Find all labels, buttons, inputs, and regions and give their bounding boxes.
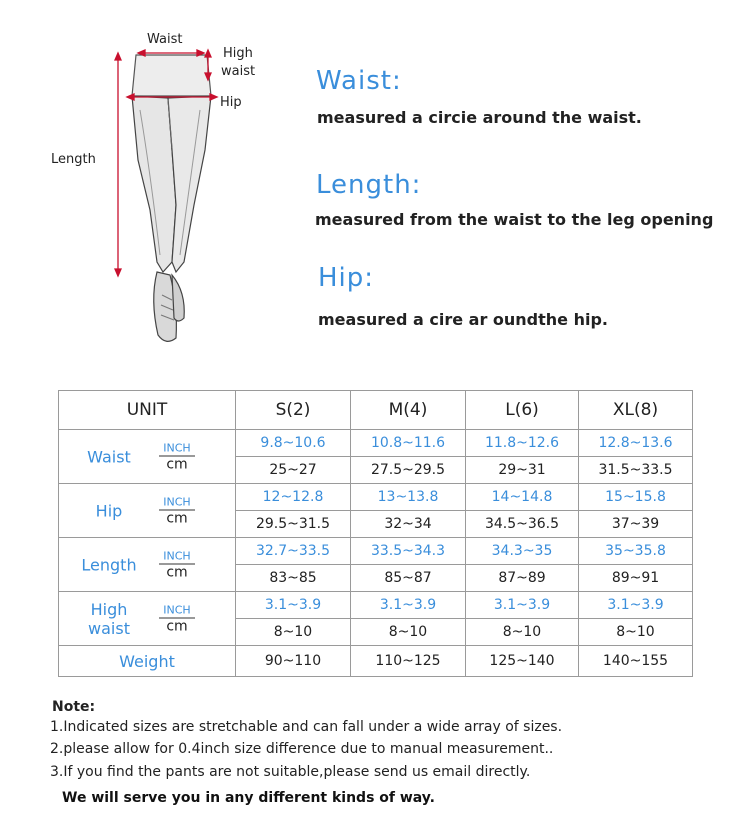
leggings-illustration — [0, 0, 300, 370]
table-cell: 12~12.8 — [236, 484, 351, 511]
waist-definition: measured a circie around the waist. — [317, 108, 642, 127]
table-cell: 27.5~29.5 — [351, 457, 466, 484]
hip-title: Hip: — [318, 263, 375, 293]
table-row — [59, 430, 693, 457]
table-cell: 87~89 — [466, 565, 579, 592]
header-unit: UNIT — [59, 391, 236, 430]
unit-inch: INCH — [159, 549, 195, 564]
length-label: Length — [51, 152, 96, 167]
row-name-2: waist — [88, 618, 130, 638]
waist-title: Waist: — [316, 66, 402, 96]
table-row-weight — [59, 646, 693, 677]
header-s: S(2) — [236, 391, 351, 430]
table-cell: 29.5~31.5 — [236, 511, 351, 538]
row-name: High — [90, 599, 128, 619]
table-cell: 25~27 — [236, 457, 351, 484]
table-cell: 33.5~34.3 — [351, 538, 466, 565]
header-xl: XL(8) — [579, 391, 693, 430]
row-name: Hip — [95, 501, 123, 520]
unit-fraction — [159, 603, 195, 634]
table-cell: 15~15.8 — [579, 484, 693, 511]
note-item-2: 2.please allow for 0.4inch size difference due to manual measurement.. — [50, 741, 554, 757]
table-cell: 3.1~3.9 — [351, 592, 466, 619]
header-l: L(6) — [466, 391, 579, 430]
table-cell: 3.1~3.9 — [579, 592, 693, 619]
table-cell: 29~31 — [466, 457, 579, 484]
table-cell: 10.8~11.6 — [351, 430, 466, 457]
table-cell: 8~10 — [236, 619, 351, 646]
size-chart-table — [58, 390, 693, 677]
hip-definition: measured a cire ar oundthe hip. — [318, 310, 608, 329]
unit-inch: INCH — [159, 441, 195, 456]
waist-label: Waist — [147, 32, 183, 47]
note-item-1: 1.Indicated sizes are stretchable and can fall under a wide array of sizes. — [50, 719, 563, 735]
unit-cm: cm — [166, 456, 188, 472]
unit-fraction — [159, 495, 195, 526]
table-row — [59, 484, 693, 511]
table-cell: 14~14.8 — [466, 484, 579, 511]
leggings-figure — [0, 0, 300, 370]
unit-cm: cm — [166, 564, 188, 580]
table-row — [59, 592, 693, 619]
table-cell: 90~110 — [236, 646, 351, 677]
table-cell: 8~10 — [351, 619, 466, 646]
table-cell: 140~155 — [579, 646, 693, 677]
table-cell: 3.1~3.9 — [466, 592, 579, 619]
note-item-3: 3.If you find the pants are not suitable,please send us email directly. — [50, 764, 531, 780]
note-title: Note: — [52, 699, 96, 715]
row-label-high-waist — [59, 592, 236, 646]
table-cell: 34.3~35 — [466, 538, 579, 565]
table-cell: 37~39 — [579, 511, 693, 538]
table-cell: 9.8~10.6 — [236, 430, 351, 457]
closing-statement: We will serve you in any different kinds of way. — [62, 790, 435, 806]
table-cell: 8~10 — [579, 619, 693, 646]
high-waist-label-1: High — [223, 46, 253, 61]
length-definition: measured from the waist to the leg opening — [315, 210, 714, 229]
unit-fraction — [159, 441, 195, 472]
table-cell: 83~85 — [236, 565, 351, 592]
unit-inch: INCH — [159, 603, 195, 618]
row-name: Waist — [87, 447, 131, 466]
length-title: Length: — [316, 170, 422, 200]
row-label-length — [59, 538, 236, 592]
high-waist-label-2: waist — [221, 64, 256, 79]
table-cell: 85~87 — [351, 565, 466, 592]
unit-cm: cm — [166, 510, 188, 526]
table-cell: 110~125 — [351, 646, 466, 677]
table-cell: 125~140 — [466, 646, 579, 677]
table-cell: 11.8~12.6 — [466, 430, 579, 457]
header-m: M(4) — [351, 391, 466, 430]
table-cell: 31.5~33.5 — [579, 457, 693, 484]
table-cell: 32~34 — [351, 511, 466, 538]
unit-cm: cm — [166, 618, 188, 634]
table-cell: 8~10 — [466, 619, 579, 646]
table-cell: 12.8~13.6 — [579, 430, 693, 457]
table-cell: 13~13.8 — [351, 484, 466, 511]
row-name: Length — [81, 555, 137, 574]
unit-fraction — [159, 549, 195, 580]
table-header-row — [59, 391, 693, 430]
row-label-waist — [59, 430, 236, 484]
row-label-hip — [59, 484, 236, 538]
table-cell: 35~35.8 — [579, 538, 693, 565]
table-cell: 3.1~3.9 — [236, 592, 351, 619]
table-row — [59, 538, 693, 565]
table-cell: 89~91 — [579, 565, 693, 592]
hip-label: Hip — [220, 95, 242, 110]
table-cell: 32.7~33.5 — [236, 538, 351, 565]
unit-inch: INCH — [159, 495, 195, 510]
table-cell: 34.5~36.5 — [466, 511, 579, 538]
weight-label: Weight — [59, 646, 236, 677]
